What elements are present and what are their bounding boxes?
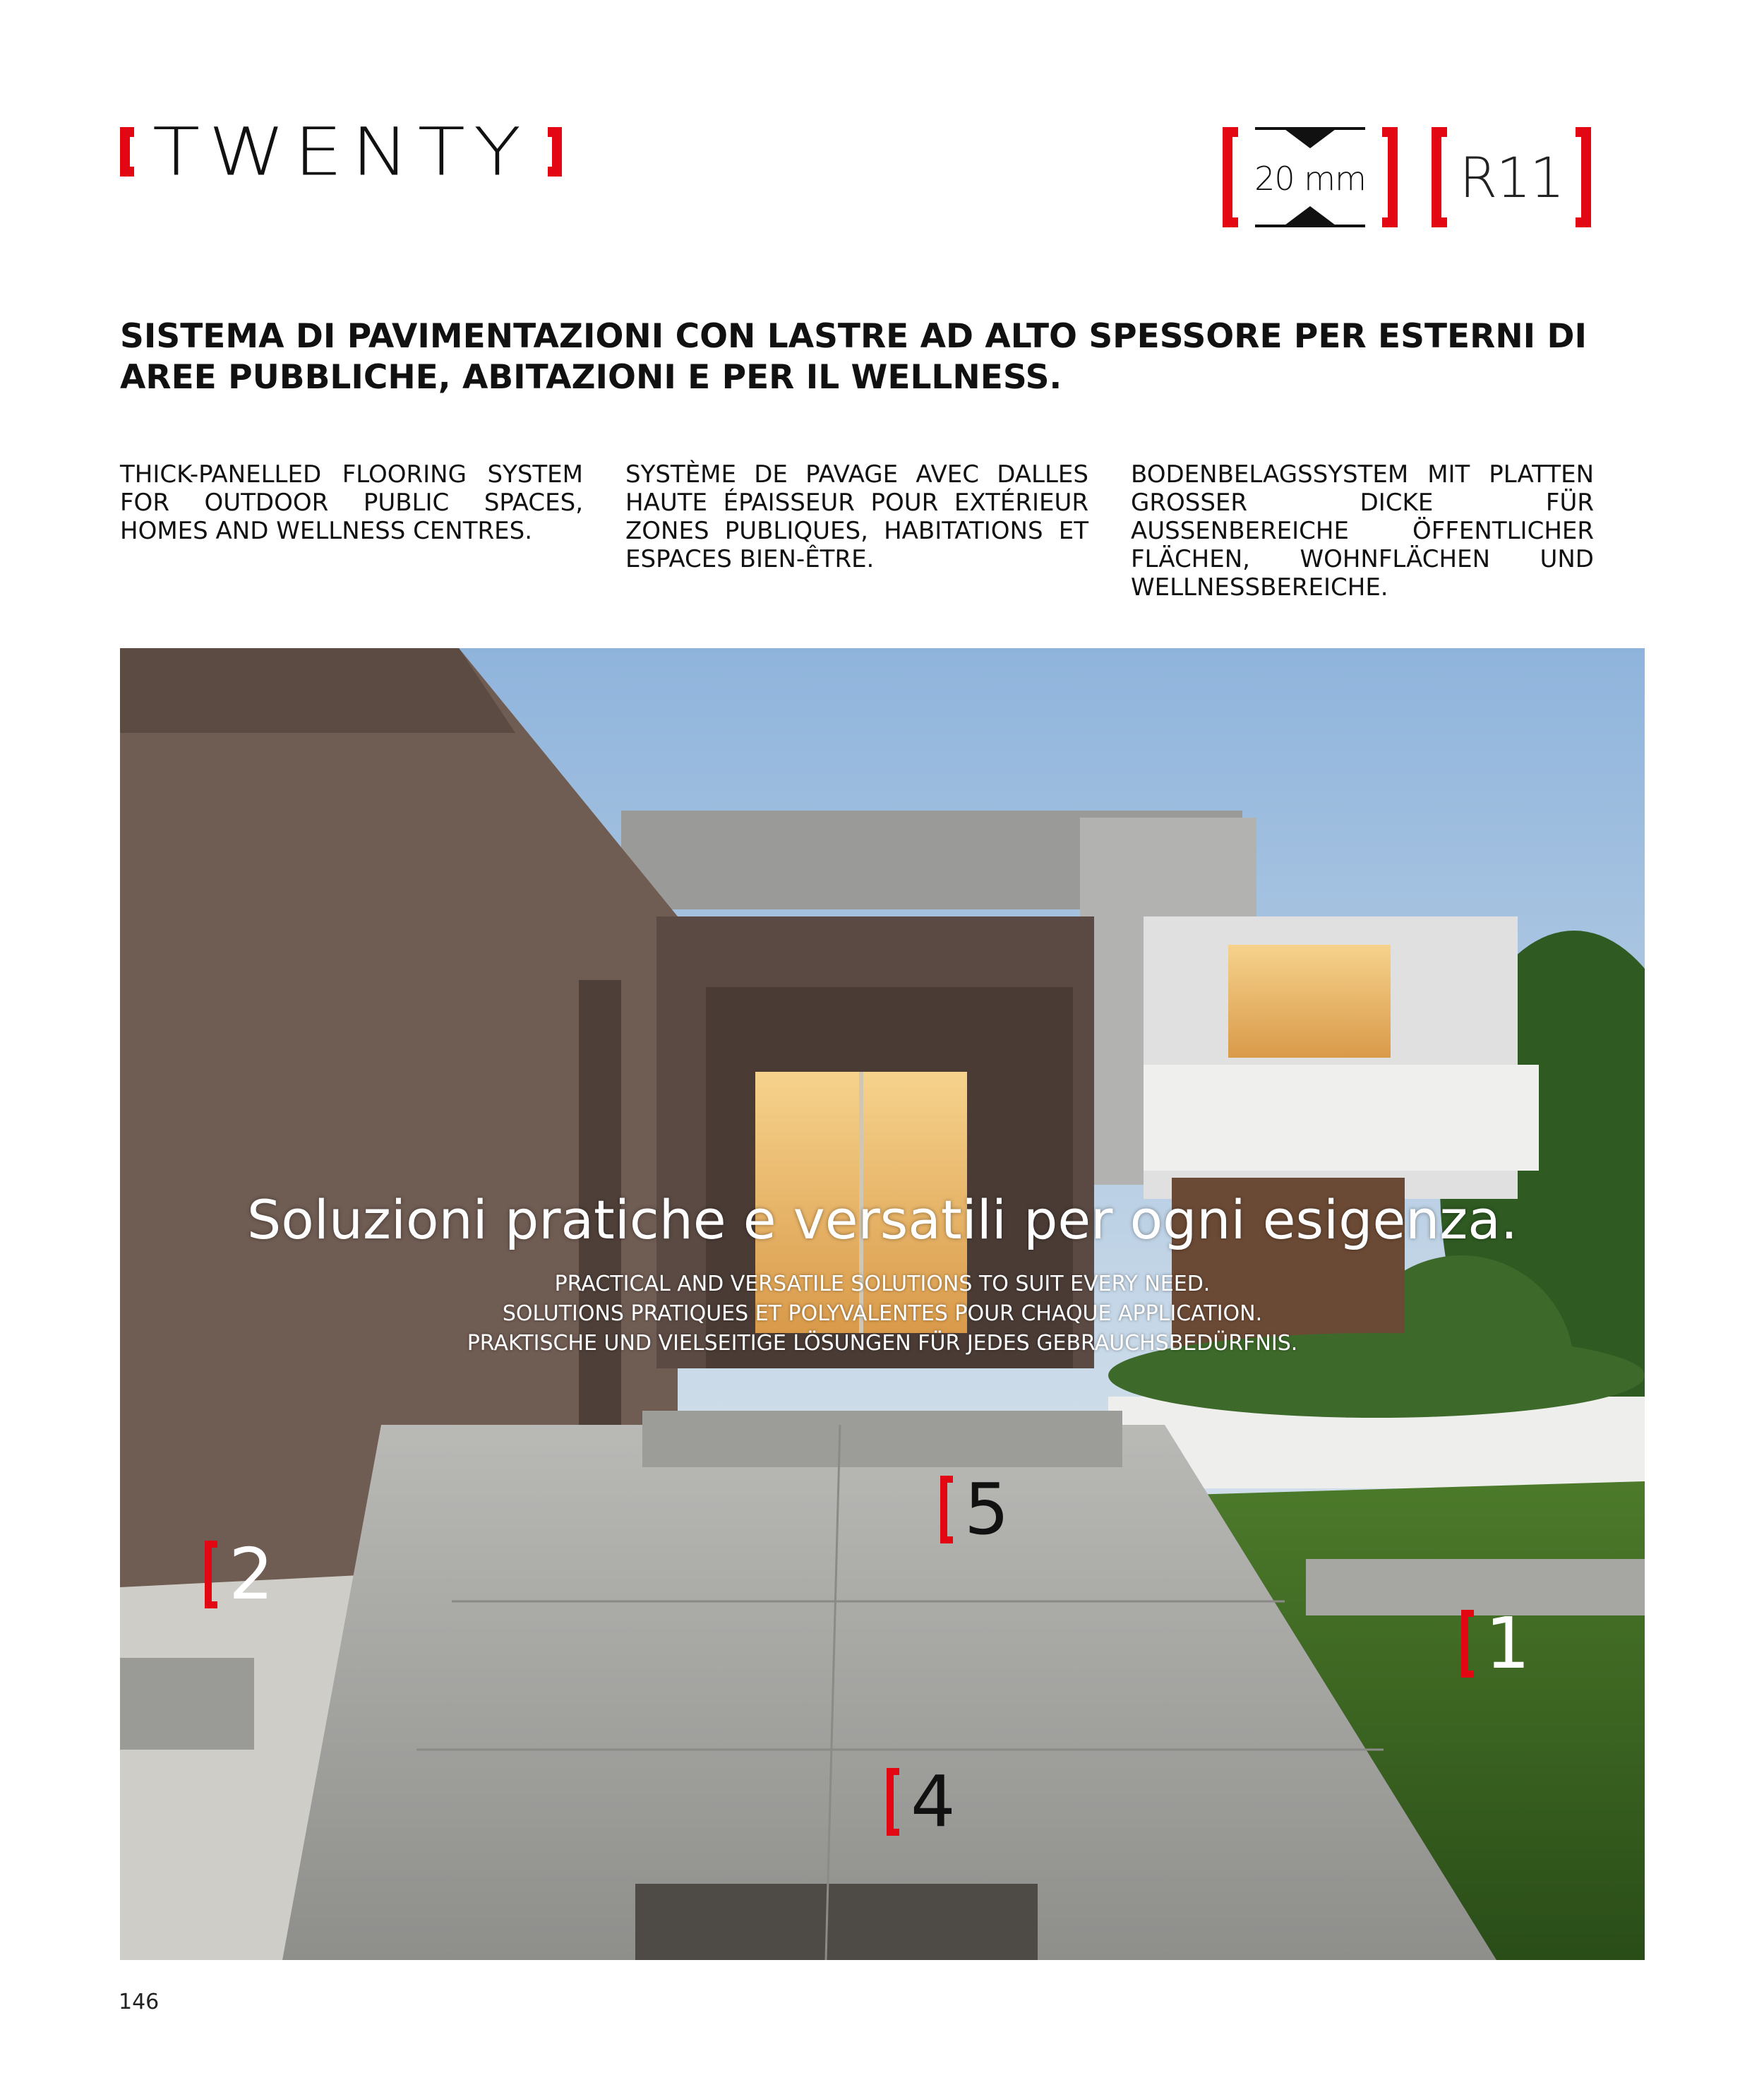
brand-logo [120,113,562,191]
slip-rating-badge [1432,127,1591,227]
description-english: THICK-PANELLED FLOORING SYSTEM FOR OUTDOOR PUBLIC SPACES, HOMES AND WELLNESS CENTRES. [120,460,583,545]
marker-number: 2 [229,1533,274,1615]
photo-marker-2 [205,1533,274,1615]
photo-subtitle-german: PRAKTISCHE UND VIELSEITIGE LÖSUNGEN FÜR JEDES GEBRAUCHSBEDÜRFNIS. [467,1331,1298,1356]
photo-marker-1 [1461,1602,1530,1685]
marker-number: 4 [911,1760,956,1843]
marker-number: 5 [964,1468,1009,1551]
marker-bracket [1461,1610,1474,1678]
logo-bracket-left [120,127,134,177]
marker-number: 1 [1485,1602,1530,1685]
marker-bracket [887,1768,899,1836]
marker-bracket [940,1476,953,1543]
slip-rating-value: R11 [1459,147,1564,210]
page-number: 146 [119,1990,160,2014]
photo-marker-4 [887,1760,956,1843]
badge-bracket-left [1223,127,1238,227]
photo-subtitle-english: PRACTICAL AND VERSATILE SOLUTIONS TO SUIT EVERY NEED. [554,1272,1211,1296]
badge-bracket-right [1576,127,1591,227]
logo-text: TWENTY [152,113,530,191]
thickness-value: 20 mm [1254,160,1366,198]
house-photo [120,648,1645,1960]
description-french: SYSTÈME DE PAVAGE AVEC DALLES HAUTE ÉPAISSEUR POUR EXTÉRIEUR ZONES PUBLIQUES, HABITATIONS ET ESPACES BIEN-ÊTRE. [625,460,1088,573]
logo-bracket-right [548,127,562,177]
thickness-bottom-line [1255,225,1365,227]
description-german: BODENBELAGSSYSTEM MIT PLATTEN GROSSER DICKE FÜR AUSSENBEREICHE ÖFFENTLICHER FLÄCHEN, WOHNFLÄCHEN UND WELLNESSBEREICHE. [1131,460,1594,602]
badge-bracket-left [1432,127,1447,227]
page-headline: SISTEMA DI PAVIMENTAZIONI CON LASTRE AD ALTO SPESSORE PER ESTERNI DI AREE PUBBLICHE, ABITAZIONI E PER IL WELLNESS. [120,317,1588,397]
arrow-down-icon [1282,127,1338,148]
badge-bracket-right [1382,127,1398,227]
photo-title: Soluzioni pratiche e versatili per ogni esigenza. [246,1188,1518,1251]
photo-marker-5 [940,1468,1009,1551]
marker-bracket [205,1541,217,1608]
thickness-badge [1223,127,1398,227]
photo-subtitle-french: SOLUTIONS PRATIQUES ET POLYVALENTES POUR CHAQUE APPLICATION. [502,1301,1263,1326]
